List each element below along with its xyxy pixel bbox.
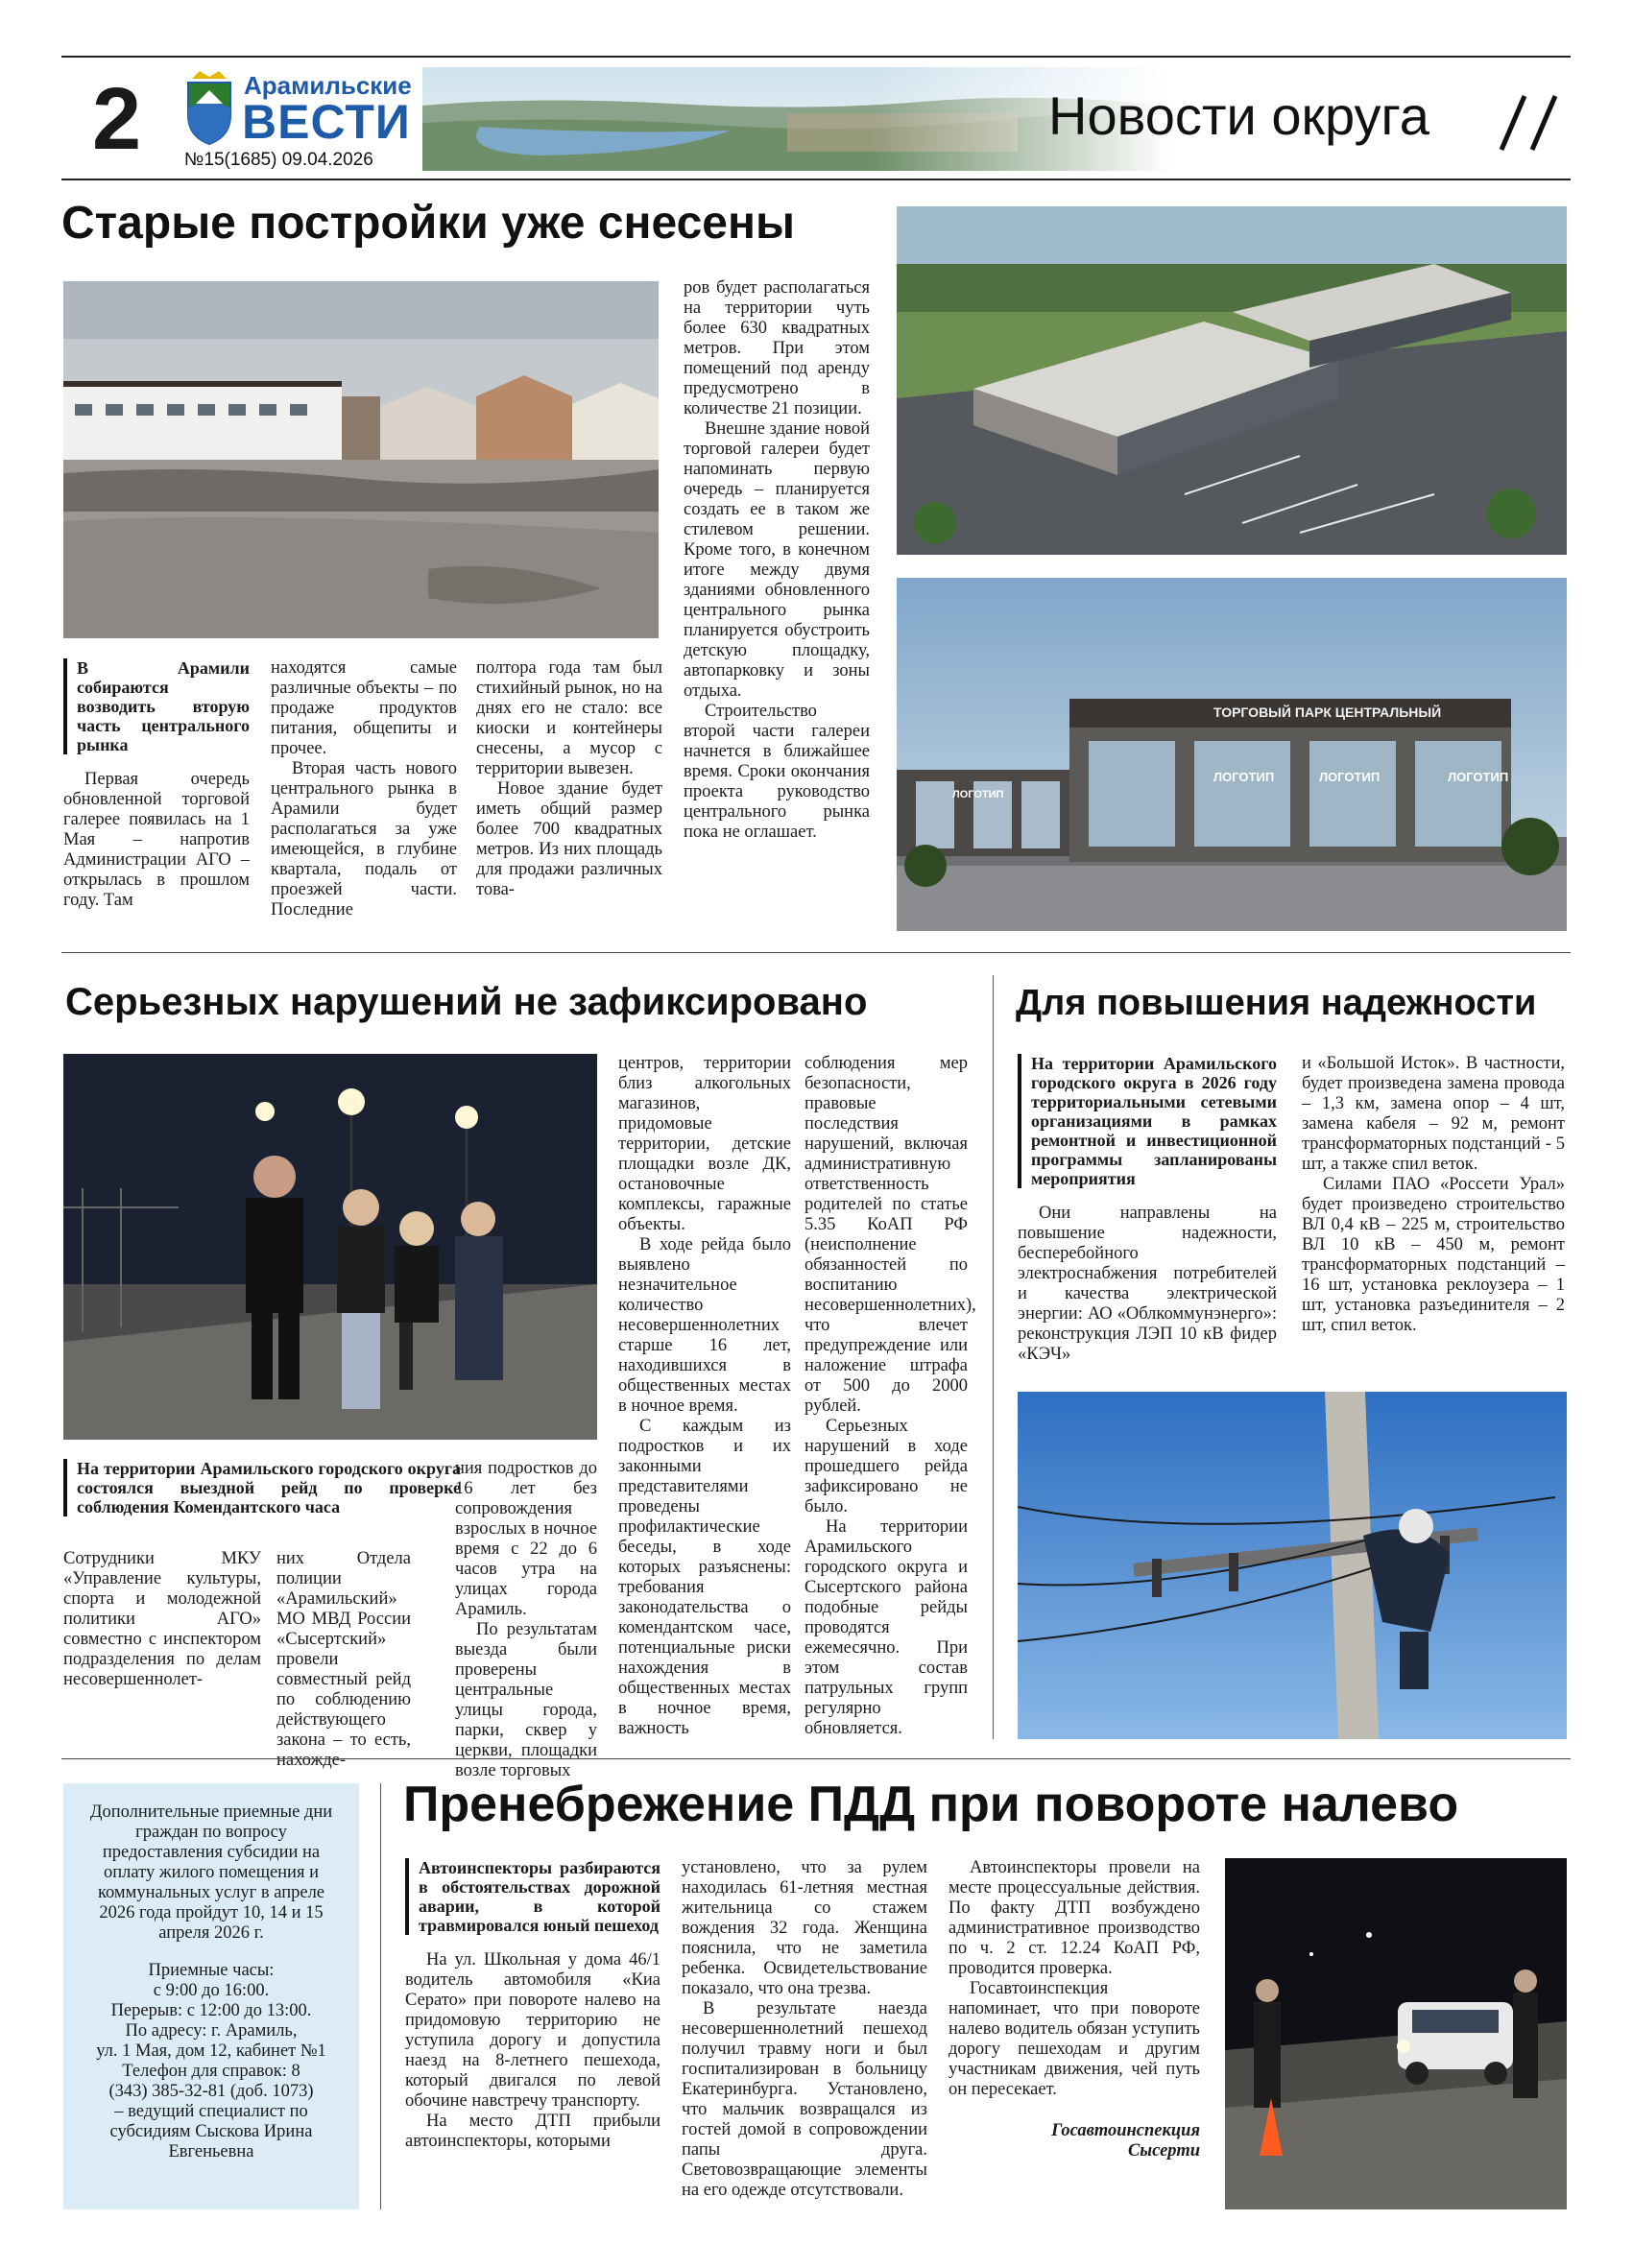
article3-column-1 [1018,1054,1277,1365]
article3-lead: На территории Арамильского городского округа в 2026 году территориальными сетевыми организациями в рамках ремонтной и инвестиционной программы запланированы мероприятия [1018,1054,1277,1188]
article1-lead: В Арамили собираются возводить вторую часть центрального рынка [63,658,250,754]
article1-photo-demolition-site [63,281,659,638]
infobox-hours: с 9:00 до 16:00. [153,1981,270,2000]
article4-headline: Пренебрежение ПДД при повороте налево [403,1777,1459,1832]
article4-column-3 [949,1858,1200,2161]
article1-column-2 [271,658,457,920]
article4-paragraph: В результате наезда несовершеннолетний пешеход получил травму ноги и был госпитализирован в больницу Екатеринбурга. Установлено, что мальчик возвращался из гостей домой в сопровождении папы друга. Световозвращающие элементы на его одежде отсутствовали. [682,1999,927,2200]
article3-column-2 [1302,1054,1565,1336]
article2-paragraph: ния подростков до 16 лет без сопровождения взрослых в ночное время с 22 до 6 часов утра на улицах города Арамиль. [455,1459,597,1619]
article2-paragraph: С каждым из подростков и их законными представителями проведены профилактические беседы, в ходе которых разъяснены: требования законодательства о комендантском часе, потенциальные риски нахождения в общественных местах в ночное время, важность [618,1417,791,1738]
masthead-rule [61,179,1571,180]
section-title: Новости округа [1048,85,1429,146]
page-number: 2 [92,70,142,168]
article4-column-1 [405,1858,660,2152]
article2-column-4 [618,1054,791,1739]
article2-paragraph: Серьезных нарушений в ходе прошедшего рейда зафиксировано не было. [804,1417,968,1516]
article2-paragraph: Сотрудники МКУ «Управление культуры, спорта и молодежной политики АГО» совместно с инспектором подразделения по делам несовершеннолет- [63,1549,261,1689]
article2-paragraph: В ходе рейда было выявлено незначительное количество несовершеннолетних старше 16 лет, находившихся в общественных местах в ночное время. [618,1235,791,1416]
article2-paragraph: На территории Арамильского городского округа и Сысертского района подобные рейды проводятся ежемесячно. При этом состав патрульных групп регулярно обновляется. [804,1517,968,1738]
infobox-address: ул. 1 Мая, дом 12, кабинет №1 [96,2041,326,2061]
article4-paragraph: Госавтоинспекция напоминает, что при повороте налево водитель обязан уступить дорогу пешеходам и другим участникам движения, чей путь он пересекает. [949,1979,1200,2099]
issue-line: №15(1685) 09.04.2026 [184,150,373,170]
article1-headline: Старые постройки уже снесены [61,198,795,249]
article2-headline: Серьезных нарушений не зафиксировано [65,981,868,1023]
article1-paragraph: Внешне здание новой торговой галереи будет напоминать первую очередь – планируется создать ее в таком же стилевом решении. Кроме того, в конечном итоге между двумя зданиями обновленного центрального рынка планируется обустроить детскую площадку, автопарковку и зоны отдыха. [684,419,870,701]
infobox-divider-vertical [380,1783,381,2209]
subsidy-info-box [63,1783,359,2209]
infobox-contact: – ведущий специалист по субсидиям Сыскова Ирина Евгеньевна [109,2102,313,2161]
article4-photo-accident-scene [1225,1858,1567,2209]
article2-column-5 [804,1054,976,1739]
article-divider-vertical [993,975,994,1739]
top-rule [61,56,1571,58]
article4-paragraph: установлено, что за рулем находилась 61-летняя местная жительница со стажем вождения 32 года. Женщина пояснила, что не заметила ребенка. Освидетельствование показало, что она трезва. [682,1858,927,1998]
article3-headline: Для повышения надежности [1016,983,1537,1023]
divider-2 [61,1758,1571,1759]
article1-paragraph: Новое здание будет иметь общий размер более 700 квадратных метров. Из них площадь для продажи различных това- [476,779,662,899]
article1-paragraph: ров будет располагаться на территории чуть более 630 квадратных метров. При этом помещений под аренду предусмотрено в количестве 21 позиции. [684,278,870,418]
article2-paragraph: центров, территории близ алкогольных магазинов, придомовые территории, детские площадки возле ДК, остановочные комплексы, гаражные объекты. [618,1054,791,1234]
article2-photo-night-raid [63,1054,597,1440]
article3-paragraph: Они направлены на повышение надежности, бесперебойного электроснабжения потребителей и качества электрической энергии: АО «Облкоммунэнерго»: реконструкция ЛЭП 10 кВ фидер «КЭЧ» [1018,1204,1277,1364]
article3-paragraph: и «Большой Исток». В частности, будет произведена замена провода – 1,3 км, замена опор – 4 шт, замена кабеля – 92 м, ремонт трансформаторных подстанций - 5 шт, а также спил веток. [1302,1054,1565,1174]
article1-paragraph: Вторая часть нового центрального рынка в Арамили будет располагаться за уже имеющейся, в глубине квартала, подаль от проезжей части. Последние [271,759,457,919]
article1-render-facade [897,578,1567,931]
article2-paragraph: них Отдела полиции «Арамильский» МО МВД России «Сысертский» провели совместный рейд по соблюдению действующего закона – то есть, нахожде- [276,1549,411,1770]
divider-1 [61,952,1571,953]
article4-paragraph: На место ДТП прибыли автоинспекторы, которыми [405,2112,660,2151]
article3-photo-power-line-worker [1018,1392,1567,1739]
article2-column-3 [455,1459,597,1781]
newspaper-logo [184,67,415,173]
article1-column-1 [63,658,250,911]
article1-paragraph: полтора года там был стихийный рынок, но на днях его не стало: все киоски и контейнеры снесены, а мусор с территории вывезен. [476,658,662,778]
article4-signature: Госавтоинспекция [1051,2121,1200,2140]
article1-column-3 [476,658,662,900]
article3-paragraph: Силами ПАО «Россети Урал» будет произведено строительство ВЛ 0,4 кВ – 225 м, строительство ВЛ 10 кВ – 450 м, ремонт трансформаторных подстанций – 16 шт, установка реклоузера – 1 шт, установка разъединителя – 2 шт, спил веток. [1302,1175,1565,1335]
city-crest-icon [184,69,234,146]
infobox-hours-title: Приемные часы: [148,1961,275,1980]
article1-paragraph: Строительство второй части галереи начнется в ближайшее время. Сроки окончания проекта руководство центрального рынка пока не оглашает. [684,702,870,842]
brand-top: Арамильские [244,71,412,100]
section-slash-mark [1498,90,1565,160]
infobox-address: По адресу: г. Арамиль, [125,2021,298,2041]
article1-render-aerial [897,206,1567,555]
infobox-phone: (343) 385-32-81 (доб. 1073) [108,2082,314,2101]
article2-paragraph: По результатам выезда были проверены центральные улицы города, парки, сквер у церкви, площадки возле торговых [455,1620,597,1780]
article2-lead: На территории Арамильского городского округа состоялся выездной рейд по проверке соблюдения Комендантского часа [63,1459,461,1516]
article1-paragraph: находятся самые различные объекты – по продаже продуктов питания, общепиты и прочее. [271,658,457,758]
render-logo-label: ЛОГОТИП [952,789,1004,800]
article4-paragraph: Автоинспекторы провели на месте процессуальные действия. По факту ДТП возбуждено административное производство по ч. 2 ст. 12.24 КоАП РФ, проводится проверка. [949,1858,1200,1978]
article1-paragraph: Первая очередь обновленной торговой галерее появилась на 1 Мая – напротив Администрации АГО – открылась в прошлом году. Там [63,770,250,910]
render-logo-label: ЛОГОТИП [1213,770,1275,784]
article4-signature: Сысерти [1127,2141,1200,2161]
article4-paragraph: На ул. Школьная у дома 46/1 водитель автомобиля «Киа Серато» при повороте налево на придомовую территорию не уступила дорогу и допустила наезд на 8-летнего пешехода, который двигался по левой обочине навстречу транспорту. [405,1950,660,2111]
render-logo-label: ЛОГОТИП [1448,770,1509,784]
article4-lead: Автоинспекторы разбираются в обстоятельствах дорожной аварии, в которой травмировался юный пешеход [405,1858,660,1935]
brand-main: ВЕСТИ [242,95,411,149]
infobox-text: Дополнительные приемные дни граждан по вопросу предоставления субсидии на оплату жилого помещения и коммунальных услуг в апреле 2026 года пройдут 10, 14 и 15 апреля 2026 г. [89,1802,333,1943]
article2-column-2 [276,1549,411,1771]
render-sign: ТОРГОВЫЙ ПАРК ЦЕНТРАЛЬНЫЙ [1213,704,1442,720]
render-logo-label: ЛОГОТИП [1319,770,1381,784]
infobox-phone: Телефон для справок: 8 [122,2062,300,2081]
article1-column-4 [684,278,870,843]
article2-paragraph: соблюдения мер безопасности, правовые последствия нарушений, включая административную ответственность родителей по статье 5.35 КоАП РФ (неисполнение обязанностей по воспитанию несовершеннолетних), что влечет предупреждение или наложение штрафа от 500 до 2000 рублей. [804,1054,976,1416]
article4-column-2 [682,1858,927,2201]
infobox-break: Перерыв: с 12:00 до 13:00. [110,2001,312,2020]
